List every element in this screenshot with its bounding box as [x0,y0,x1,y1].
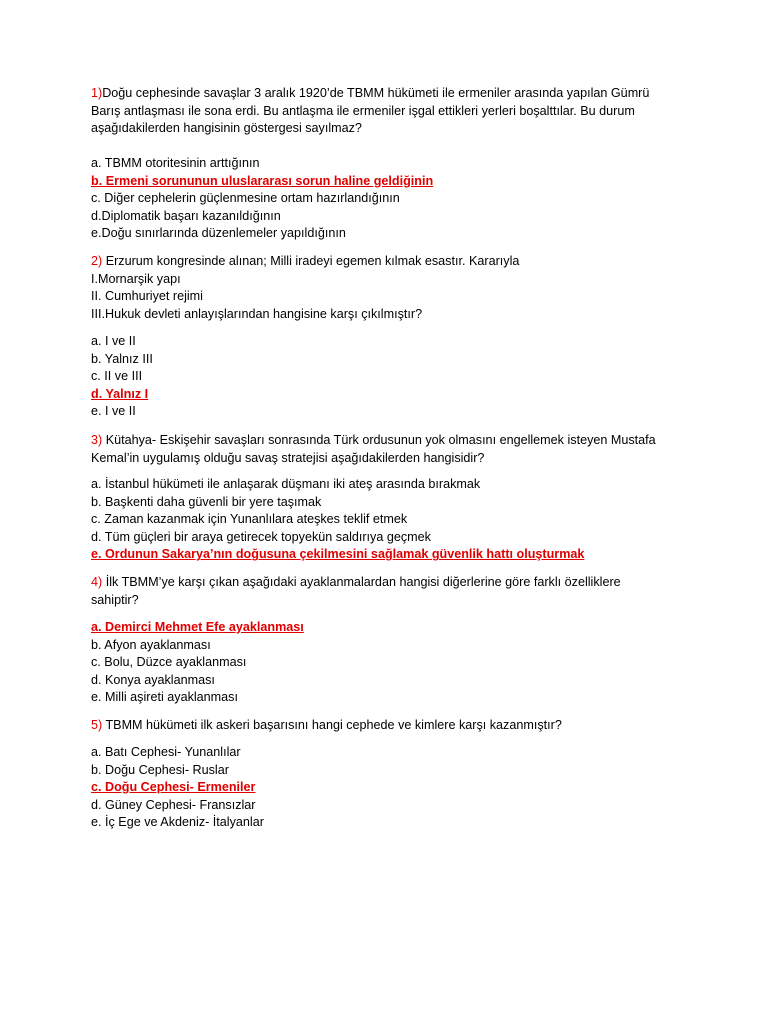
question-text: I.Mornarşik yapı [91,271,181,286]
option-e: e. I ve II [91,404,136,419]
question-3-stem [91,432,691,467]
option-e: e. İç Ege ve Akdeniz- İtalyanlar [91,815,264,830]
question-number: 3) [91,433,103,447]
option-d: d. Tüm güçleri bir araya getirecek topyekün saldırıya geçmek [91,529,431,544]
option-b-correct: b. Ermeni sorununun uluslararası sorun haline geldiğinin [91,173,434,188]
option-e-correct: e. Ordunun Sakarya’nın doğusuna çekilmesini sağlamak güvenlik hattı oluşturmak [91,547,585,562]
question-1-stem [91,85,691,138]
option-c: c. Bolu, Düzce ayaklanması [91,655,247,670]
option-d-correct: d. Yalnız I [91,386,149,401]
option-c-correct: c. Doğu Cephesi- Ermeniler [91,780,256,795]
question-text: İlk TBMM’ye karşı çıkan aşağıdaki ayaklanmalardan hangisi diğerlerine göre farklı özelliklere [102,575,621,589]
question-text: Doğu cephesinde savaşlar 3 aralık 1920’de TBMM hükümeti ile ermeniler arasında yapılan Gümrü [102,86,650,100]
question-5-options [91,744,691,832]
option-e: e.Doğu sınırlarında düzenlemeler yapıldığının [91,226,346,241]
option-a: a. I ve II [91,334,136,348]
question-text: II. Cumhuriyet rejimi [91,289,203,304]
question-2-options [91,333,691,421]
option-b: b. Doğu Cephesi- Ruslar [91,762,229,777]
question-number: 2) [91,254,103,268]
question-text: Erzurum kongresinde alınan; Milli iradeyi egemen kılmak esastır. Kararıyla [102,254,520,268]
question-text: Barış antlaşması ile sona erdi. Bu antlaşma ile ermeniler işgal ettikleri yerleri boşalttılar. Bu durum [91,103,635,118]
question-text: TBMM hükümeti ilk askeri başarısını hangi cephede ve kimlere karşı kazanmıştır? [102,718,562,732]
question-number: 4) [91,575,103,589]
question-number: 5) [91,718,103,732]
question-text: Kütahya- Eskişehir savaşları sonrasında Türk ordusunun yok olmasını engellemek isteyen Mustafa [102,433,656,447]
option-d: d.Diplomatik başarı kazanıldığının [91,208,281,223]
question-4-stem [91,574,691,609]
option-b: b. Başkenti daha güvenli bir yere taşımak [91,494,322,509]
option-a: a. Batı Cephesi- Yunanlılar [91,745,241,759]
question-text: III.Hukuk devleti anlayışlarından hangisine karşı çıkılmıştır? [91,306,423,321]
question-text: aşağıdakilerden hangisinin göstergesi sayılmaz? [91,121,362,136]
option-a: a. TBMM otoritesinin arttığının [91,156,260,170]
question-number: 1) [91,86,103,100]
option-c: c. II ve III [91,369,143,384]
option-d: d. Konya ayaklanması [91,672,215,687]
option-a-correct: a. Demirci Mehmet Efe ayaklanması [91,620,304,634]
question-text: sahiptir? [91,592,139,607]
question-3-options [91,476,691,564]
question-5-stem [91,717,691,735]
option-c: c. Zaman kazanmak için Yunanlılara ateşkes teklif etmek [91,512,408,527]
option-e: e. Milli aşireti ayaklanması [91,690,238,705]
question-4-options [91,619,691,707]
option-d: d. Güney Cephesi- Fransızlar [91,797,256,812]
option-c: c. Diğer cephelerin güçlenmesine ortam hazırlandığının [91,191,400,206]
question-text: Kemal’in uygulamış olduğu savaş stratejisi aşağıdakilerden hangisidir? [91,450,485,465]
option-b: b. Afyon ayaklanması [91,637,211,652]
option-b: b. Yalnız III [91,351,153,366]
question-1-options [91,155,691,243]
question-2-stem [91,253,691,323]
option-a: a. İstanbul hükümeti ile anlaşarak düşmanı iki ateş arasında bırakmak [91,477,481,491]
